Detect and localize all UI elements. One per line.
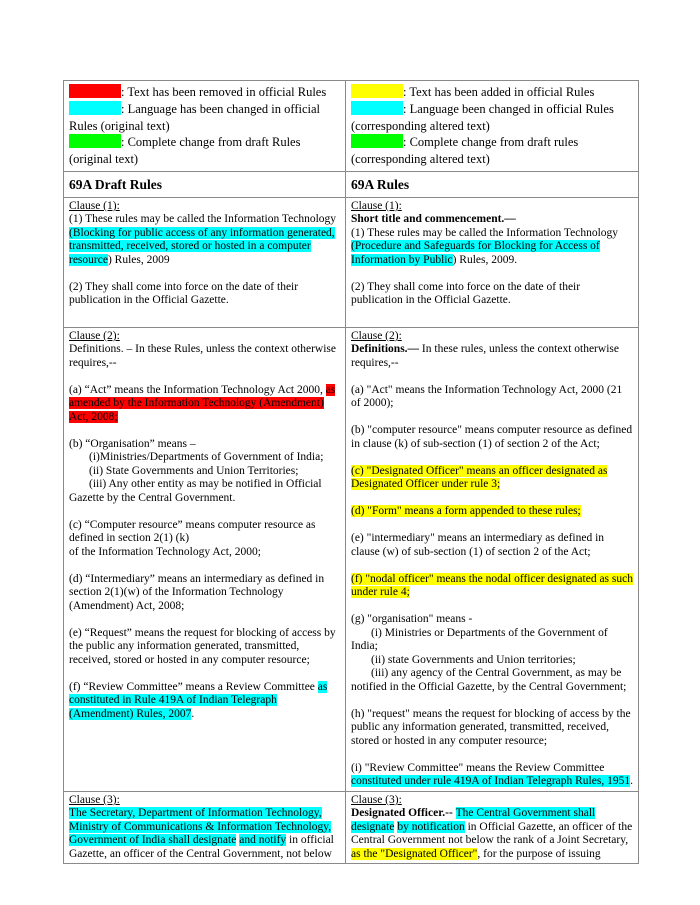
highlight-yellow: as the "Designated Officer" [351, 847, 478, 860]
text-line [69, 573, 340, 614]
text-line [351, 505, 633, 519]
legend-label: : Text has been added in official Rules [403, 85, 595, 99]
paragraph-group [69, 384, 340, 425]
text-line [351, 573, 633, 600]
legend-label: : Language been changed in official Rules (corresponding altered text) [351, 101, 614, 133]
text-run: (ii) state Governments and Union territories; [371, 653, 576, 666]
text-line [69, 681, 340, 722]
text-line [351, 213, 633, 227]
text-run: , for the purpose of issuing [477, 847, 601, 860]
text-line [351, 465, 633, 492]
legend-item [351, 84, 633, 101]
text-line [351, 227, 633, 268]
text-run: (h) "request" means the request for blocking of access by the public any information generated, transmitted, received, stored or hosted in any computer resource; [351, 707, 631, 747]
text-line [69, 438, 340, 452]
text-line [69, 546, 340, 560]
paragraph-group [69, 681, 340, 722]
clause-3-row [64, 791, 639, 864]
paragraph-group [351, 613, 633, 694]
header-row [64, 171, 639, 197]
clause-3-official-cell [346, 791, 639, 864]
highlight-yellow: (d) "Form" means a form appended to these rules; [351, 505, 581, 518]
paragraph-group [69, 343, 340, 370]
text-line [351, 667, 633, 694]
text-run: (b) “Organisation” means – [69, 437, 196, 450]
text-line [351, 708, 633, 749]
column-header-draft-rules: 69A Draft Rules [64, 171, 346, 197]
green-swatch [351, 134, 403, 148]
text-run: . [191, 707, 195, 720]
paragraph-group [69, 213, 340, 267]
clause-title: Clause (1): [351, 199, 402, 212]
text-run: of the Information Technology Act, 2000; [69, 545, 261, 558]
clause-1-official-cell [346, 197, 639, 327]
legend-cell-draft [64, 81, 346, 172]
legend-label: : Text has been removed in official Rules [121, 85, 327, 99]
text-run: Designated Officer.-- [351, 807, 456, 820]
paragraph-group [351, 762, 633, 789]
column-header-official-rules: 69A Rules [346, 171, 639, 197]
text-run: ) Rules, 2009 [107, 253, 170, 266]
legend-label: : Complete change from draft rules (corresponding altered text) [351, 135, 579, 167]
legend-item [351, 101, 633, 135]
text-line [69, 213, 340, 267]
text-run: . [630, 775, 633, 788]
paragraph-group [351, 281, 633, 308]
paragraph-group [69, 573, 340, 614]
text-line [351, 532, 633, 559]
text-line [69, 519, 340, 546]
text-run: (a) "Act" means the Information Technology Act, 2000 (21 of 2000); [351, 383, 623, 410]
text-line [69, 451, 340, 465]
clause-2-draft-cell [64, 327, 346, 791]
text-line [69, 478, 340, 505]
highlight-cyan: (Procedure and Safeguards for Blocking for Access of Information by Public [351, 240, 600, 266]
paragraph-group [351, 343, 633, 370]
rules-comparison-table [63, 80, 639, 864]
clause-title: Clause (3): [69, 793, 120, 806]
text-run: (2) They shall come into force on the date of their publication in the Official Gazette. [351, 280, 581, 307]
text-run: (2) They shall come into force on the date of their publication in the Official Gazette. [69, 280, 299, 307]
paragraph-group [351, 465, 633, 492]
text-line [69, 465, 340, 479]
highlight-cyan: by notification [397, 820, 465, 833]
yellow-swatch [351, 84, 403, 98]
clause-title: Clause (1): [69, 199, 120, 212]
paragraph-group [351, 213, 633, 267]
clause-3-draft-cell [64, 791, 346, 864]
text-run: (g) "organisation" means - [351, 613, 473, 626]
paragraph-group [69, 281, 340, 308]
highlight-cyan: and notify [239, 834, 287, 847]
legend-label: : Language has been changed in official Rules (original text) [69, 101, 320, 133]
paragraph-group [69, 627, 340, 668]
text-line [69, 384, 340, 425]
paragraph-group [351, 505, 633, 519]
text-run: (ii) State Governments and Union Territories; [89, 464, 299, 477]
clause-2-row [64, 327, 639, 791]
text-run: (iii) Any other entity as may be notified in Official Gazette by the Central Government. [69, 478, 322, 504]
text-run: (1) These rules may be called the Information Technology [69, 213, 337, 226]
legend-label: : Complete change from draft Rules (original text) [69, 135, 301, 167]
highlight-cyan: The Secretary, Department of Information Technology, Ministry of Communications & Information Technology, Government of India shall designate [69, 807, 332, 847]
text-run: (e) “Request” means the request for blocking of access by the public any information generated, transmitted, received, stored or hosted in any computer resource; [69, 626, 336, 666]
text-run: (d) “Intermediary” means an intermediary as defined in section 2(1)(w) of the Information Technology (Amendment) Act, 2008; [69, 572, 325, 612]
paragraph-group [351, 708, 633, 749]
highlight-yellow: (f) "nodal officer" means the nodal officer designated as such under rule 4; [351, 572, 633, 599]
text-run: (1) These rules may be called the Information Technology [351, 226, 619, 239]
highlight-red: as amended by the Information Technology (Amendment) Act, 2008; [69, 383, 336, 423]
legend-item [351, 134, 633, 168]
clause-1-draft-cell [64, 197, 346, 327]
legend-item [69, 101, 340, 135]
clause-title: Clause (2): [69, 329, 120, 342]
text-line [69, 343, 340, 370]
text-run: (i) "Review Committee" means the Review Committee [351, 761, 605, 774]
text-run: Definitions.— [351, 343, 420, 356]
text-run: Short title and commencement.— [351, 213, 516, 226]
paragraph-group [351, 807, 633, 861]
text-line [351, 343, 633, 370]
paragraph-group [69, 438, 340, 506]
text-run: (e) "intermediary" means an intermediary as defined in clause (w) of sub-section (1) of section 2 of the Act; [351, 532, 605, 558]
paragraph-group [69, 519, 340, 560]
text-line [351, 762, 633, 789]
text-line [351, 281, 633, 308]
clause-title: Clause (3): [351, 793, 402, 806]
legend-cell-official [346, 81, 639, 172]
text-run: (c) “Computer resource” means computer resource as defined in section 2(1) (k) [69, 518, 316, 545]
highlight-cyan: as constituted in Rule 419A of Indian Telegraph (Amendment) Rules, 2007 [69, 680, 328, 720]
text-run: Definitions. – In these Rules, unless the context otherwise requires,-- [69, 343, 337, 369]
text-line [69, 281, 340, 308]
text-run: in Official Gazette, an officer of the Central Government not below the rank of a Joint Secretary, [351, 820, 633, 847]
text-line [351, 424, 633, 451]
legend-row [64, 81, 639, 172]
highlight-yellow: (c) "Designated Officer" means an officer designated as Designated Officer under rule 3; [351, 464, 608, 491]
cyan-swatch [69, 101, 121, 115]
legend-item [69, 84, 340, 101]
text-run: (i) Ministries or Departments of the Government of India; [351, 626, 608, 653]
text-line [351, 384, 633, 411]
text-run: ) Rules, 2009. [452, 253, 518, 266]
highlight-cyan: The Central Government shall designate [351, 807, 596, 833]
paragraph-group [351, 532, 633, 559]
text-line [69, 807, 340, 861]
text-line [351, 807, 633, 861]
paragraph-group [351, 424, 633, 451]
text-run: (b) "computer resource" means computer resource as defined in clause (k) of sub-section (1) of section 2 of the Act; [351, 424, 633, 450]
text-run: (a) “Act” means the Information Technology Act 2000, [69, 383, 326, 396]
legend-item [69, 134, 340, 168]
text-run: in official Gazette, an officer of the Central Government, not below [69, 834, 334, 860]
highlight-cyan: constituted under rule 419A of Indian Telegraph Rules, 1951 [351, 775, 631, 788]
red-swatch [69, 84, 121, 98]
text-line [69, 627, 340, 668]
text-run: In these rules, unless the context otherwise requires,-- [351, 343, 619, 369]
green-swatch [69, 134, 121, 148]
text-run: (i)Ministries/Departments of Government of India; [89, 451, 324, 464]
text-run: (iii) any agency of the Central Government, as may be notified in the Official Gazette, by the Central Government; [351, 667, 627, 693]
text-run: (f) “Review Committee” means a Review Committee [69, 680, 318, 693]
paragraph-group [351, 573, 633, 600]
paragraph-group [351, 384, 633, 411]
text-line [351, 654, 633, 668]
cyan-swatch [351, 101, 403, 115]
highlight-cyan: (Blocking for public access of any information generated, transmitted, received, stored or hosted in a computer resource [69, 226, 335, 266]
paragraph-group [69, 807, 340, 861]
clause-title: Clause (2): [351, 329, 402, 342]
clause-2-official-cell [346, 327, 639, 791]
clause-1-row [64, 197, 639, 327]
text-line [351, 627, 633, 654]
text-line [351, 613, 633, 627]
